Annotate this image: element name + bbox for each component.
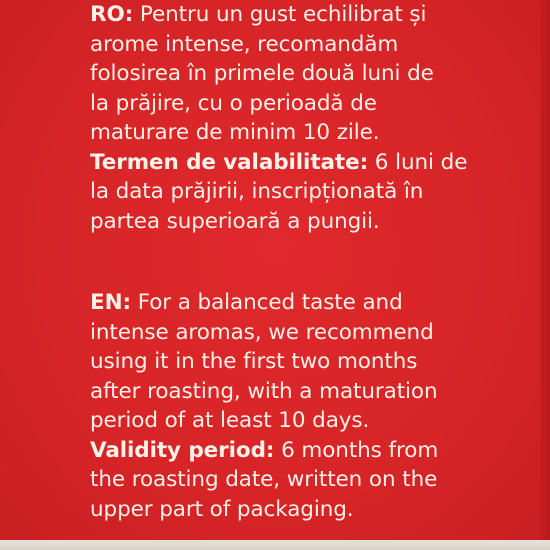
romanian-text-block	[90, 0, 530, 236]
ro-line-1	[90, 0, 530, 30]
en-line-3: using it in the first two months	[90, 349, 418, 374]
english-text-block	[90, 288, 530, 524]
en-validity-line-3: upper part of packaging.	[90, 496, 354, 522]
en-line-1	[90, 288, 530, 318]
en-line-5: period of at least 10 days.	[90, 408, 370, 433]
ro-validity-line-1	[90, 148, 530, 178]
ro-validity-line-1-text: 6 luni de	[368, 149, 468, 175]
ro-line-1-text: Pentru un gust echilibrat și	[133, 2, 427, 27]
ro-line-4: la prăjire, cu o perioadă de	[90, 90, 377, 116]
en-validity-line-1	[90, 436, 530, 466]
en-validity-label: Validity period:	[90, 437, 275, 463]
en-language-label: EN:	[90, 290, 131, 315]
package-bottom-edge	[0, 540, 550, 550]
en-line-4: after roasting, with a maturation	[90, 378, 438, 404]
en-line-2: intense aromas, we recommend	[90, 319, 434, 345]
package-right-edge	[540, 0, 550, 550]
ro-validity-line-2: la data prăjirii, inscripționată în	[90, 179, 424, 204]
en-validity-line-2: the roasting date, written on the	[90, 467, 438, 492]
ro-line-3: folosirea în primele două luni de	[90, 61, 434, 86]
en-line-1-text: For a balanced taste and	[130, 290, 403, 315]
ro-validity-label: Termen de valabilitate:	[90, 149, 369, 175]
ro-validity-line-3: partea superioară a pungii.	[90, 208, 380, 234]
en-validity-line-1-text: 6 months from	[274, 437, 439, 463]
ro-line-2: arome intense, recomandăm	[90, 31, 399, 57]
ro-language-label: RO:	[90, 2, 134, 27]
ro-line-5: maturare de minim 10 zile.	[90, 120, 380, 145]
